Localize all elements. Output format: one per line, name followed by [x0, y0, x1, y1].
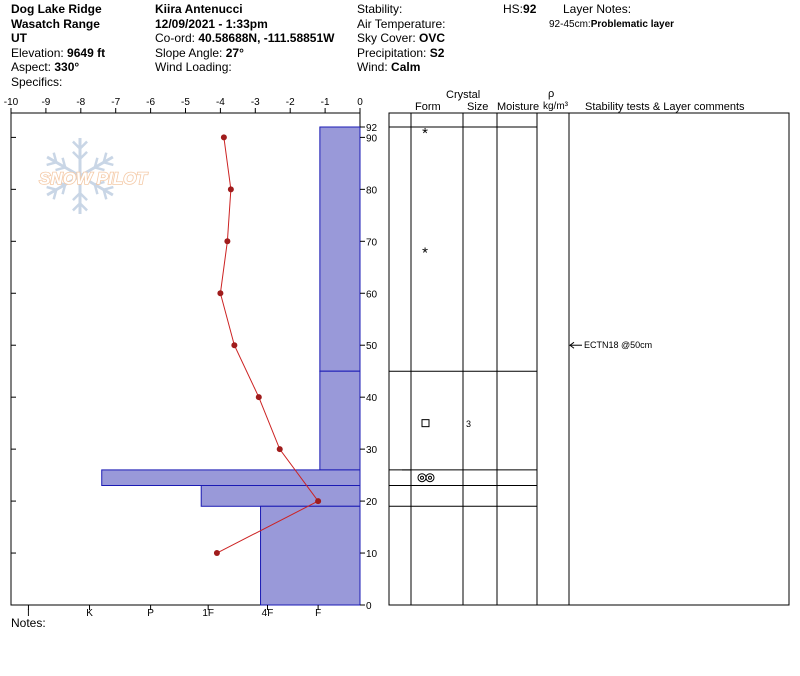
temp-point: [228, 186, 234, 192]
temp-point: [214, 550, 220, 556]
temp-tick-label: -1: [320, 97, 330, 108]
precip-label: Precipitation:: [357, 45, 427, 60]
stability-tests: [570, 340, 652, 350]
layer-note-range: 92-45cm:: [549, 19, 591, 30]
hardness-layer: [102, 470, 360, 486]
stability-comments-header: Stability tests & Layer comments: [585, 101, 745, 113]
height-tick-label: 0: [366, 601, 372, 612]
hs-value: 92: [523, 2, 537, 16]
wind-value: Calm: [391, 60, 421, 74]
layer-table-frame: [389, 113, 789, 605]
temp-point: [256, 394, 262, 400]
temp-point: [315, 498, 321, 504]
temp-point: [221, 134, 227, 140]
stability-test-label: ECTN18 @50cm: [584, 340, 653, 351]
aspect-value: 330°: [54, 60, 80, 74]
hardness-tick-label: K: [86, 608, 93, 619]
temp-tick-label: -10: [3, 97, 19, 108]
temp-tick-label: -3: [250, 97, 260, 108]
hardness-layer: [201, 486, 360, 507]
rho-header: ρ: [548, 88, 555, 100]
temp-point: [224, 238, 230, 244]
crystal-header: Crystal: [446, 89, 481, 101]
state-name: UT: [11, 31, 27, 45]
height-tick-label: 40: [366, 393, 378, 405]
precip-crystal-icon: *: [422, 125, 428, 143]
hardness-tick-label: 4F: [261, 608, 274, 619]
sky-value: OVC: [419, 31, 446, 45]
hardness-layers: [102, 127, 360, 605]
precip-value: S2: [429, 45, 445, 60]
location-name: Dog Lake Ridge: [11, 2, 102, 16]
aspect-label: Aspect:: [11, 60, 52, 74]
height-tick-label: 30: [366, 445, 378, 457]
layer-notes-label: Layer Notes:: [563, 2, 632, 16]
hardness-tick-label: P: [147, 608, 154, 619]
hardness-tick-label: F: [315, 608, 322, 619]
moisture-header: Moisture: [497, 101, 540, 113]
temp-tick-label: -9: [41, 97, 51, 108]
hardness-layer: [261, 506, 360, 605]
wind-label: Wind:: [357, 60, 388, 74]
size-header: Size: [467, 101, 489, 113]
temp-tick-label: -5: [181, 97, 190, 108]
specifics-label: Specifics:: [11, 74, 63, 89]
temp-point: [217, 290, 223, 296]
facet-crystal-icon: [422, 420, 429, 427]
hardness-axis: [27, 605, 321, 619]
hs-label: HS:: [503, 2, 524, 16]
temp-tick-label: -4: [215, 97, 225, 108]
elevation-value: 9649 ft: [67, 45, 106, 60]
layer-table: [389, 113, 789, 605]
sky-label: Sky Cover:: [357, 31, 416, 45]
rounded-crystal-icon: [418, 474, 426, 482]
height-tick-label: 80: [366, 185, 378, 197]
height-tick-label: 70: [366, 237, 378, 249]
hardness-tick-label: I: [27, 608, 30, 619]
slope-label: Slope Angle:: [155, 45, 223, 60]
logo-text: SNOW PILOT: [39, 169, 147, 188]
rounded-crystal-icon: [429, 476, 432, 479]
height-tick-label: 92: [366, 123, 378, 134]
hardness-tick-label: 1F: [202, 608, 215, 619]
form-header: Form: [415, 101, 441, 113]
layer-note-text: Problematic layer: [590, 19, 675, 30]
observer-name: Kiira Antenucci: [155, 2, 243, 16]
rounded-crystal-icon: [426, 474, 434, 482]
hardness-layer: [320, 371, 360, 470]
rounded-crystal-icon: [421, 476, 424, 479]
temperature-axis: [4, 97, 363, 113]
height-tick-label: 50: [366, 341, 378, 353]
slope-value: 27°: [225, 45, 244, 60]
air-temp-label: Air Temperature:: [357, 16, 446, 31]
temp-tick-label: -2: [285, 97, 295, 108]
notes-label: Notes:: [11, 616, 46, 630]
height-tick-label: 60: [366, 289, 378, 301]
temp-point: [277, 446, 283, 452]
elevation-label: Elevation:: [11, 45, 64, 60]
precip-crystal-icon: *: [422, 244, 428, 262]
coord-label: Co-ord:: [155, 31, 196, 45]
height-tick-label: 10: [366, 549, 378, 561]
hardness-layer: [320, 127, 360, 371]
height-tick-label: 90: [366, 133, 378, 145]
stability-label: Stability:: [357, 2, 403, 16]
height-tick-label: 20: [366, 497, 378, 509]
wind-loading-label: Wind Loading:: [155, 60, 232, 74]
crystal-size: 3: [466, 419, 472, 430]
range-name: Wasatch Range: [11, 16, 100, 31]
temp-tick-label: 0: [357, 97, 363, 108]
temp-point: [231, 342, 237, 348]
snowpilot-logo: [39, 138, 148, 214]
temp-tick-label: -7: [111, 97, 121, 108]
coord-value: 40.58688N, -111.58851W: [198, 31, 335, 45]
density-unit-header: kg/m³: [543, 101, 568, 112]
temp-tick-label: -8: [76, 97, 86, 108]
observation-datetime: 12/09/2021 - 1:33pm: [155, 16, 268, 31]
temp-tick-label: -6: [146, 97, 156, 108]
